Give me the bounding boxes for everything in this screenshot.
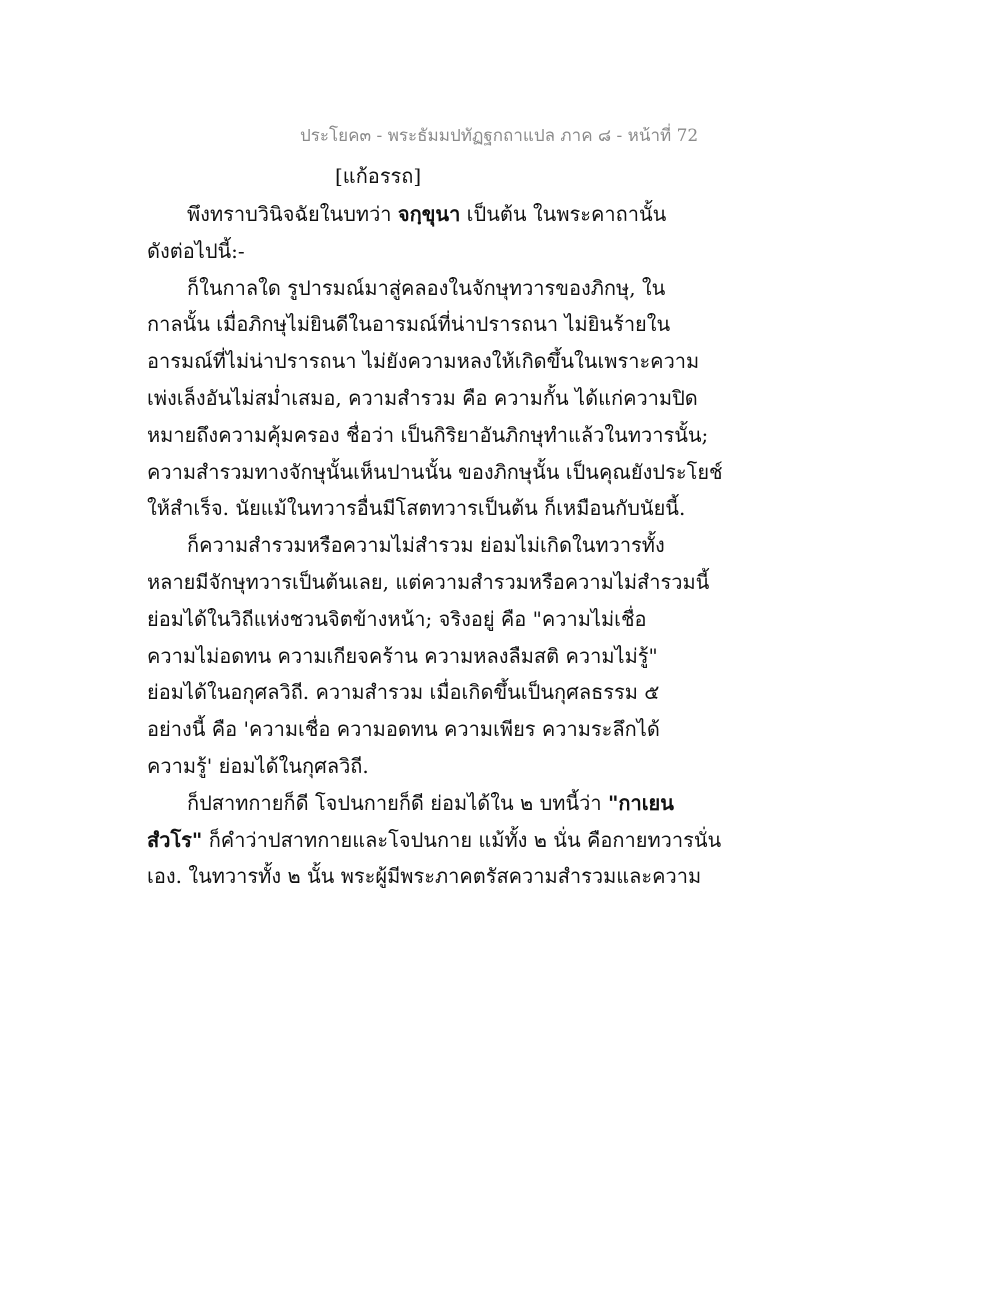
- paragraph-line: ก็ในกาลใด รูปารมณ์มาสู่คลองในจักษุทวารของภิกษุ, ใน: [187, 275, 666, 300]
- paragraph-line: ดังต่อไปนี้:-: [147, 238, 245, 263]
- text-run: ก็ปสาทกายก็ดี โจปนกายก็ดี ย่อมได้ใน ๒ บทนี้ว่า: [187, 790, 608, 815]
- paragraph-line: ความไม่อดทน ความเกียจคร้าน ความหลงลืมสติ ความไม่รู้": [147, 643, 658, 668]
- paragraph-4: [147, 785, 722, 895]
- text-run: ก็คำว่าปสาทกายและโจปนกาย แม้ทั้ง ๒ นั่น คือกายทวารนั่น: [202, 827, 722, 852]
- paragraph-line: เอง. ในทวารทั้ง ๒ นั้น พระผู้มีพระภาคตรัสความสำรวมและความ: [147, 864, 702, 889]
- paragraph-line: [147, 196, 707, 233]
- pali-term: สํวโร": [147, 827, 203, 852]
- pali-term: "กาเยน: [607, 790, 674, 815]
- section-title: [แก้อรรถ]: [335, 164, 422, 188]
- paragraph-line: หมายถึงความคุ้มครอง ชื่อว่า เป็นกิริยาอันภิกษุทำแล้วในทวารนั้น;: [147, 422, 709, 447]
- paragraph-line: ความสำรวมทางจักษุนั้นเห็นปานนั้น ของภิกษุนั้น เป็นคุณยังประโยช์: [147, 459, 723, 484]
- running-header: ประโยค๓ - พระธัมมปทัฏฐกถาแปล ภาค ๘ - หน้าที่ 72: [300, 126, 699, 146]
- pali-term: จกฺขุนา: [397, 202, 461, 226]
- paragraph-line: ก็ความสำรวมหรือความไม่สำรวม ย่อมไม่เกิดในทวารทั้ง: [187, 533, 665, 558]
- paragraph-line: หลายมีจักษุทวารเป็นต้นเลย, แต่ความสำรวมหรือความไม่สำรวมนี้: [147, 569, 710, 594]
- paragraph-line: เพ่งเล็งอันไม่สม่ำเสมอ, ความสำรวม คือ ความกั้น ได้แก่ความปิด: [147, 385, 698, 410]
- paragraph-line: อารมณ์ที่ไม่น่าปรารถนา ไม่ยังความหลงให้เกิดขึ้นในเพราะความ: [147, 349, 700, 374]
- paragraph-line: ย่อมได้ในอกุศลวิถี. ความสำรวม เมื่อเกิดขึ้นเป็นกุศลธรรม ๕: [147, 680, 660, 705]
- body-text: [147, 196, 723, 895]
- paragraph-line: ความรู้' ย่อมได้ในกุศลวิถี.: [147, 753, 369, 778]
- paragraph-line: อย่างนี้ คือ 'ความเชื่อ ความอดทน ความเพียร ความระลึกได้: [147, 717, 660, 742]
- text-run: พึงทราบวินิจฉัยในบทว่า: [187, 202, 398, 226]
- paragraph-line: [147, 785, 707, 822]
- paragraph-line: [147, 822, 722, 859]
- paragraph-1: [147, 196, 707, 270]
- paragraph-2: [147, 270, 723, 528]
- paragraph-line: ย่อมได้ในวิถีแห่งชวนจิตข้างหน้า; จริงอยู่ คือ "ความไม่เชื่อ: [147, 606, 647, 631]
- paragraph-line: กาลนั้น เมื่อภิกษุไม่ยินดีในอารมณ์ที่น่าปรารถนา ไม่ยินร้ายใน: [147, 312, 671, 337]
- paragraph-line: ให้สำเร็จ. นัยแม้ในทวารอื่นมีโสตทวารเป็นต้น ก็เหมือนกับนัยนี้.: [147, 496, 686, 521]
- paragraph-3: [147, 527, 710, 785]
- text-run: เป็นต้น ในพระคาถานั้น: [460, 202, 667, 226]
